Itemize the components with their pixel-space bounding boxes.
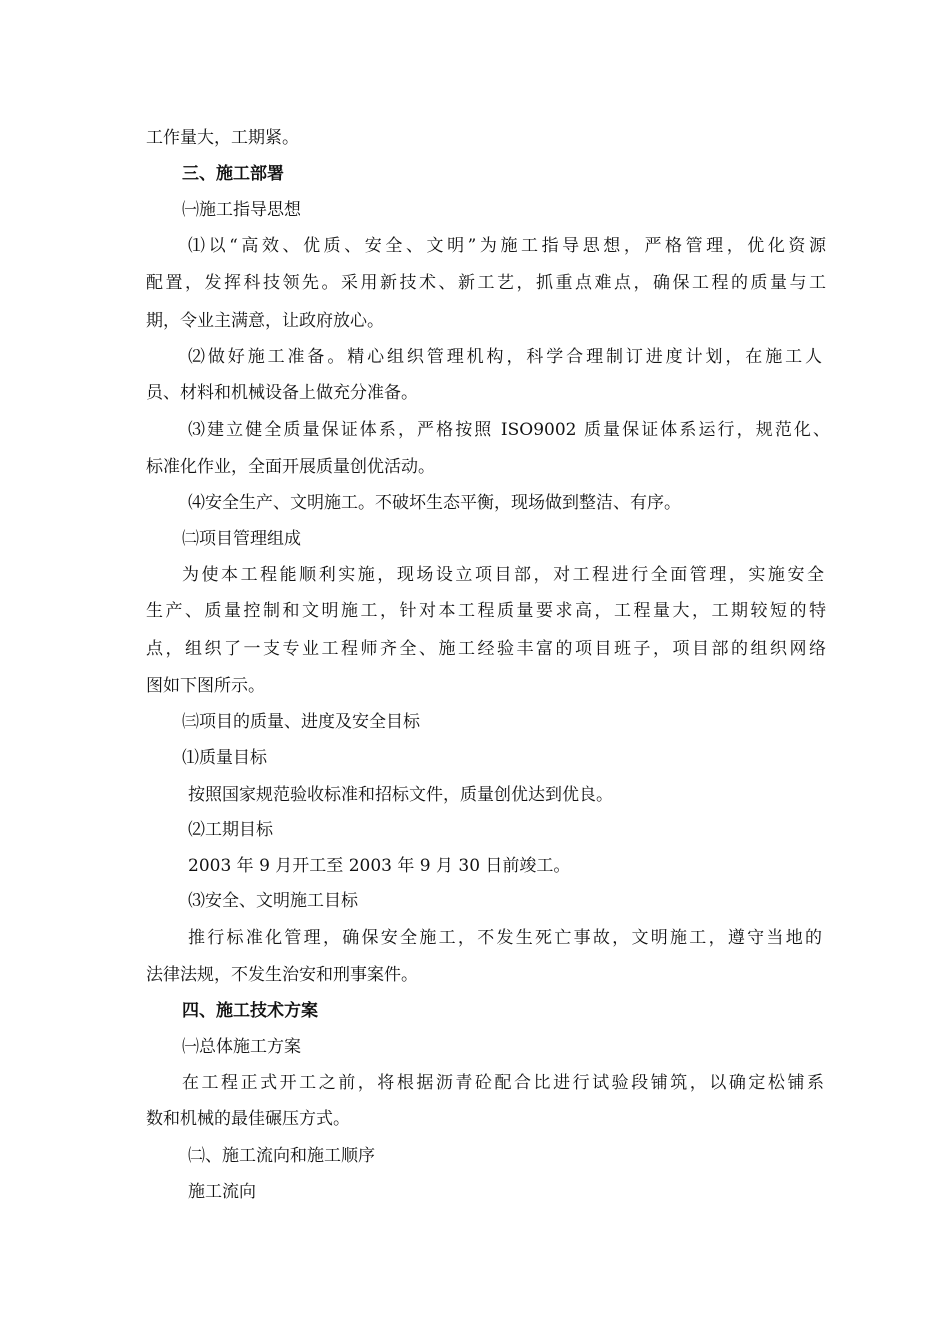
- section-heading: 三、施工部署: [182, 164, 284, 184]
- paragraph-line: 在工程正式开工之前，将根据沥青砼配合比进行试验段铺筑，以确定松铺系: [182, 1073, 824, 1093]
- paragraph-line: 员、材料和机械设备上做充分准备。: [146, 383, 418, 403]
- item-heading: ⑴质量目标: [182, 748, 267, 768]
- paragraph-line: ⑴以“高效、优质、安全、文明”为施工指导思想，严格管理，优化资源: [188, 236, 826, 256]
- paragraph-line: 期，令业主满意，让政府放心。: [146, 311, 384, 331]
- paragraph-line: 工作量大，工期紧。: [146, 128, 299, 148]
- paragraph-line: ⑶建立健全质量保证体系，严格按照 ISO9002 质量保证体系运行，规范化、: [188, 420, 830, 440]
- paragraph-line: 推行标准化管理，确保安全施工，不发生死亡事故，文明施工，遵守当地的: [188, 928, 822, 948]
- subsection-heading: ㈡项目管理组成: [182, 529, 301, 549]
- paragraph-line: 点，组织了一支专业工程师齐全、施工经验丰富的项目班子，项目部的组织网络: [146, 639, 826, 659]
- subsection-heading: ㈠施工指导思想: [182, 200, 301, 220]
- subsection-heading: ㈢项目的质量、进度及安全目标: [182, 712, 420, 732]
- paragraph-line: 标准化作业，全面开展质量创优活动。: [146, 457, 435, 477]
- paragraph-line: ⑷安全生产、文明施工。不破坏生态平衡，现场做到整洁、有序。: [188, 493, 681, 513]
- section-heading: 四、施工技术方案: [182, 1001, 318, 1021]
- item-heading: ⑵工期目标: [188, 820, 273, 840]
- paragraph-line: 为使本工程能顺利实施，现场设立项目部，对工程进行全面管理，实施安全: [182, 565, 824, 585]
- paragraph-line: 生产、质量控制和文明施工，针对本工程质量要求高，工程量大，工期较短的特: [146, 601, 826, 621]
- paragraph-line: 配置，发挥科技领先。采用新技术、新工艺，抓重点难点，确保工程的质量与工: [146, 273, 826, 293]
- subsection-heading: ㈡、施工流向和施工顺序: [188, 1146, 375, 1166]
- paragraph-line: 按照国家规范验收标准和招标文件，质量创优达到优良。: [188, 785, 613, 805]
- paragraph-line: 2003 年 9 月开工至 2003 年 9 月 30 日前竣工。: [188, 856, 571, 876]
- subsection-heading: ㈠总体施工方案: [182, 1037, 301, 1057]
- paragraph-line: ⑵做好施工准备。精心组织管理机构，科学合理制订进度计划，在施工人: [188, 347, 822, 367]
- paragraph-line: 数和机械的最佳碾压方式。: [146, 1109, 350, 1129]
- paragraph-line: 法律法规，不发生治安和刑事案件。: [146, 965, 418, 985]
- paragraph-line: 图如下图所示。: [146, 676, 265, 696]
- item-heading: ⑶安全、文明施工目标: [188, 891, 358, 911]
- paragraph-line: 施工流向: [188, 1182, 256, 1202]
